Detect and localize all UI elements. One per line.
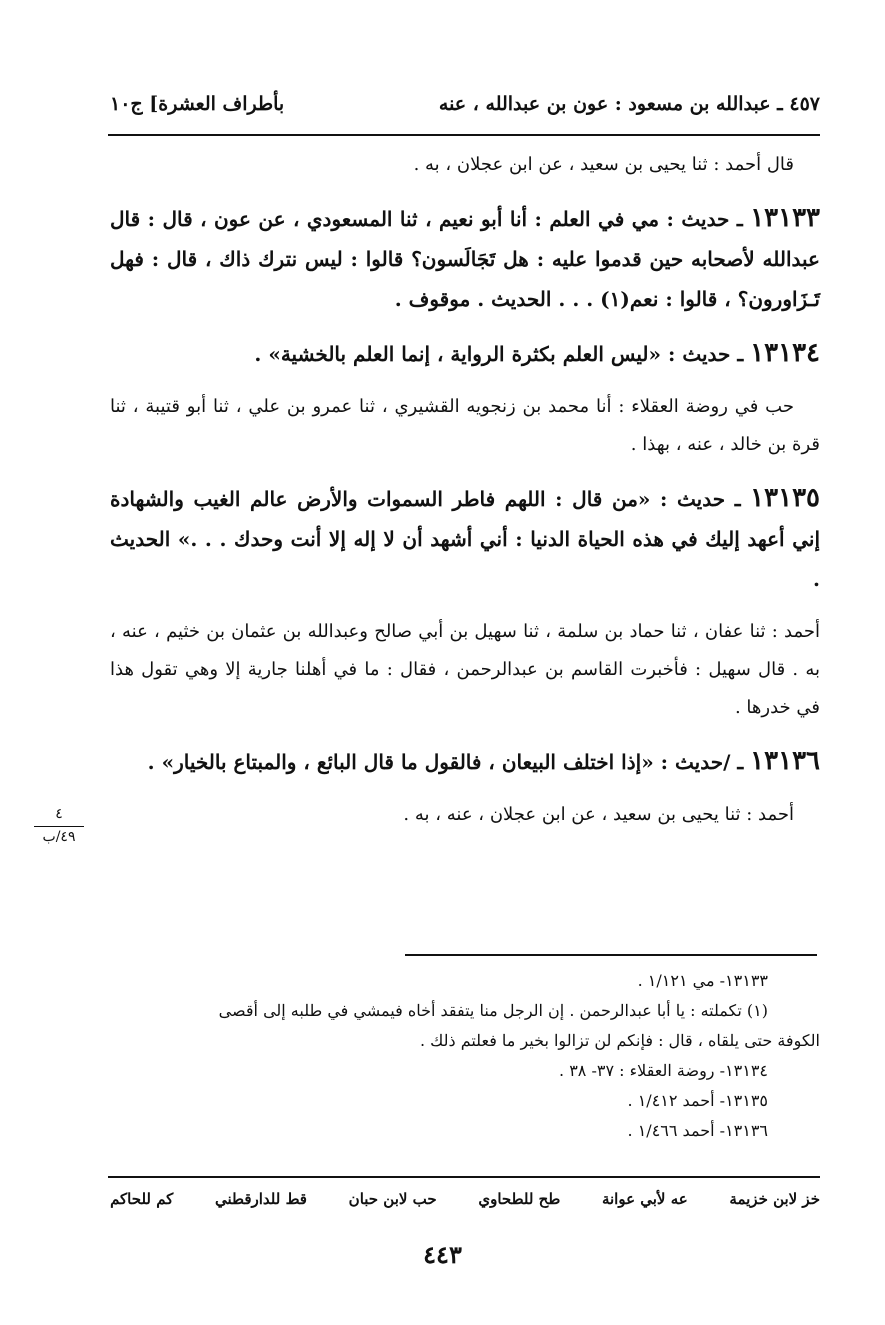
header-book-title: بأطراف العشرة] ج١٠ (110, 93, 285, 115)
footnote-line: ١٣١٣٦- أحمد ١/٤٦٦ . (627, 1121, 768, 1140)
legend-item: خز لابن خزيمة (729, 1190, 820, 1208)
footnote-line: ١٣١٣٥- أحمد ١/٤١٢ . (627, 1091, 768, 1110)
main-text (110, 146, 820, 848)
header-rule (108, 134, 820, 136)
footnote-line: (١) تكملته : يا أبا عبدالرحمن . إن الرجل منا يتفقد أخاه فيمشي في طلبه إلى أقصى (218, 1001, 768, 1020)
hadith-number: ١٣١٣٥ (750, 483, 820, 513)
hadith-13136: ١٣١٣٦ ـ /حديث : «إذا اختلف البيعان ، فالقول ما قال البائع ، والمبتاع بالخيار» . (147, 746, 820, 776)
text-block-4: أحمد : ثنا يحيى بن سعيد ، عن ابن عجلان ، عنه ، به . (403, 804, 794, 825)
hadith-13133: ١٣١٣٣ ـ حديث : مي في العلم : أنا أبو نعيم ، ثنا المسعودي ، عن عون ، قال : قال عبدالله لأصحابه حين قدموا عليه : هل تَجَالَسون؟ قالوا : ليس نترك ذاك ، قال : فهل تَـزَاورون؟ ، قالوا : نعم(١) . . . الحديث . موقوف . (110, 203, 821, 311)
margin-note-top: ٤ (34, 804, 84, 827)
text-block-2: حب في روضة العقلاء : أنا محمد بن زنجويه القشيري ، ثنا عمرو بن علي ، ثنا أبو قتيبة ، ثنا قرة بن خالد ، عنه ، بهذا . (110, 396, 820, 455)
hadith-number: ١٣١٣٤ (750, 338, 820, 368)
footnote-line: ١٣١٣٣- مي ١/١٢١ . (637, 971, 768, 990)
hadith-number: ١٣١٣٦ (750, 746, 820, 776)
hadith-number: ١٣١٣٣ (750, 203, 821, 233)
running-header (110, 86, 820, 122)
legend-item: عه لأبي عوانة (601, 1190, 688, 1208)
margin-note-bottom: ٤٩/ب (42, 829, 76, 845)
margin-folio-note (34, 804, 84, 847)
hadith-13134: ١٣١٣٤ ـ حديث : «ليس العلم بكثرة الرواية ، إنما العلم بالخشية» . (254, 338, 820, 368)
legend-item: قط للدارقطني (215, 1190, 307, 1208)
header-chapter-title: ٤٥٧ ـ عبدالله بن مسعود : عون بن عبدالله ، عنه (438, 93, 820, 115)
legend-item: حب لابن حبان (348, 1190, 437, 1208)
footnote-rule (405, 954, 817, 956)
legend-item: طح للطحاوي (478, 1190, 561, 1208)
footnote-line: ١٣١٣٤- روضة العقلاء : ٣٧- ٣٨ . (559, 1061, 768, 1080)
hadith-13135: ١٣١٣٥ ـ حديث : «من قال : اللهم فاطر السموات والأرض عالم الغيب والشهادة إني أعهد إليك في هذه الحياة الدنيا : أني أشهد أن لا إله إلا أنت وحدك . . .» الحديث . (110, 483, 820, 591)
footnote-line: الكوفة حتى يلقاه ، قال : فإنكم لن تزالوا بخير ما فعلتم ذلك . (419, 1031, 820, 1050)
legend-item: كم للحاكم (110, 1190, 174, 1208)
text-block-3: أحمد : ثنا عفان ، ثنا حماد بن سلمة ، ثنا سهيل بن أبي صالح وعبدالله بن عثمان بن خثيم ، عنه ، به . قال سهيل : فأخبرت القاسم بن عبدالرحمن ، فقال : ما في أهلنا جارية إلا وهي تقول هذا في خدرها . (110, 621, 820, 718)
legend-rule (108, 1176, 820, 1178)
footnotes (110, 966, 820, 1146)
page-number: ٤٤٣ (423, 1240, 462, 1269)
abbreviation-legend (110, 1190, 820, 1208)
text-block-1: قال أحمد : ثنا يحيى بن سعيد ، عن ابن عجلان ، به . (413, 154, 794, 175)
